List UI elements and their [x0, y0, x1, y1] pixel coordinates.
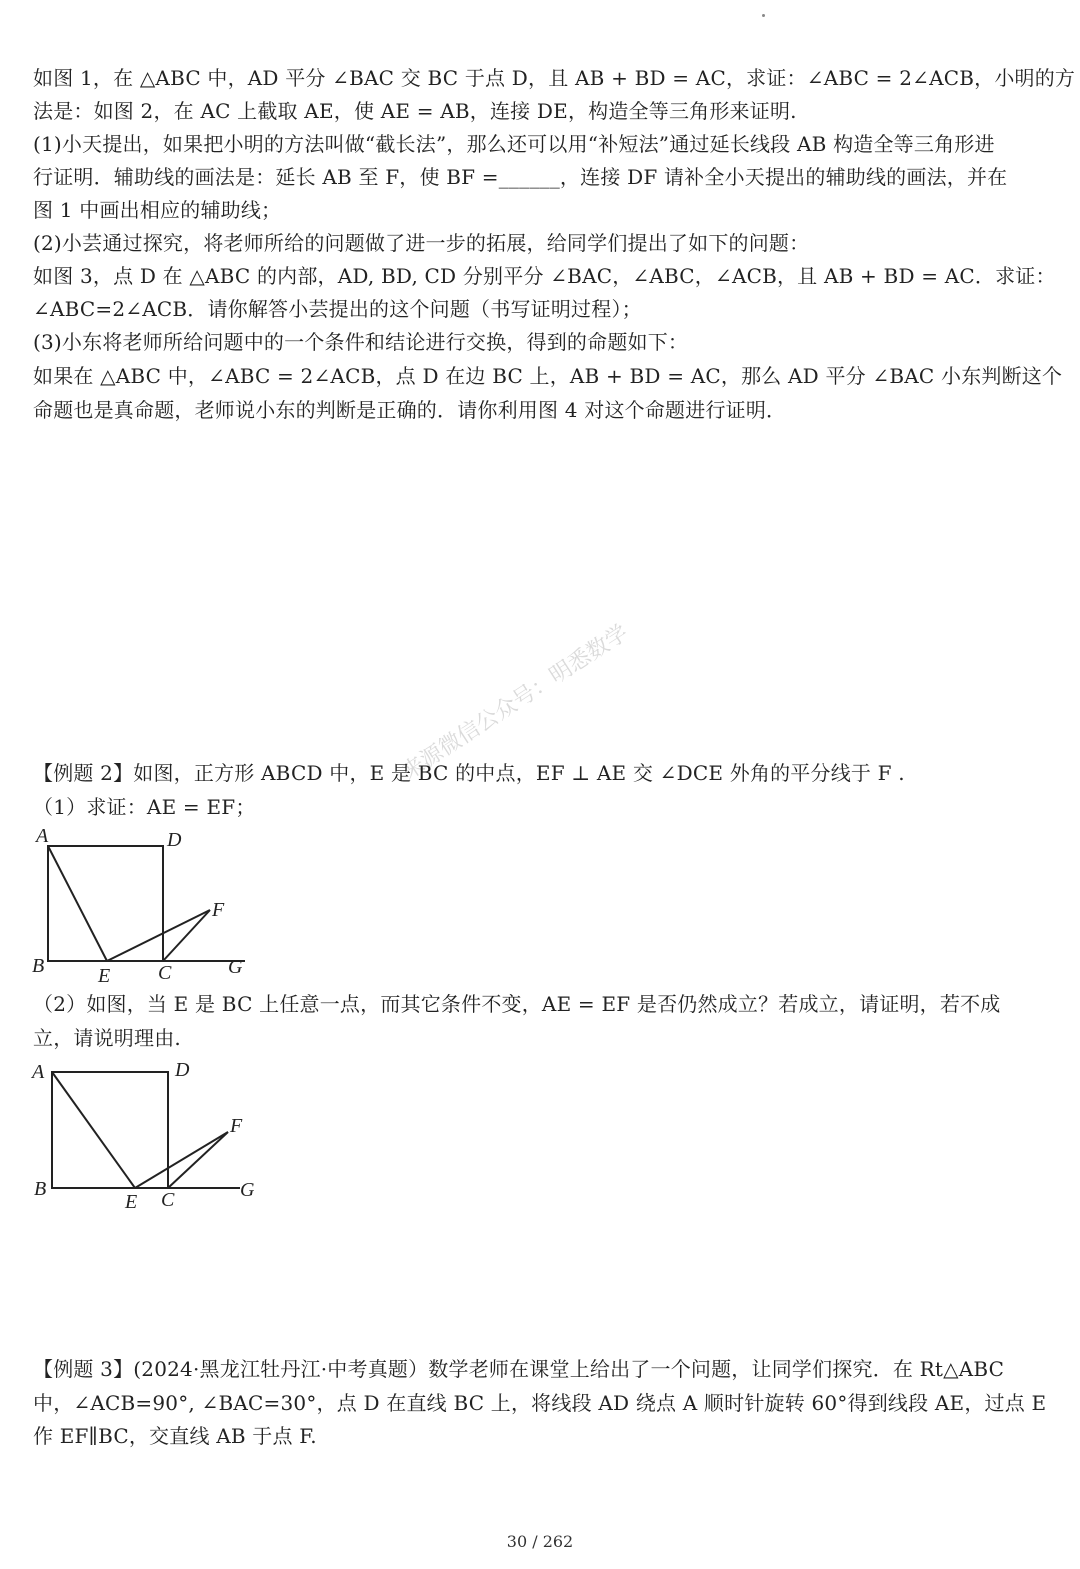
square-figure-1 — [30, 820, 260, 990]
problem1-line-7: 如图 3，点 D 在 △ABC 的内部，AD, BD, CD 分别平分 ∠BAC，∠ABC，∠ACB，且 AB + BD = AC．求证： — [33, 264, 1056, 288]
segment-ef — [135, 1132, 228, 1188]
label-a: A — [32, 1061, 45, 1083]
label-b: B — [34, 1178, 47, 1200]
example3-line-3: 作 EF∥BC，交直线 AB 于点 F. — [33, 1424, 317, 1448]
segment-cf — [168, 1132, 228, 1188]
example3-line-2: 中，∠ACB=90°, ∠BAC=30°，点 D 在直线 BC 上，将线段 AD 绕点 A 顺时针旋转 60°得到线段 AE，过点 E — [33, 1391, 1047, 1415]
segment-ae — [52, 1072, 135, 1188]
segment-cf — [163, 910, 210, 961]
page-number: 30 / 262 — [506, 1532, 574, 1551]
label-f: F — [212, 899, 225, 921]
label-a: A — [36, 825, 49, 847]
label-e: E — [125, 1191, 138, 1213]
problem1-line-3: (1)小天提出，如果把小明的方法叫做“截长法”，那么还可以用“补短法”通过延长线段 AB 构造全等三角形进 — [33, 132, 995, 156]
example2-heading: 【例题 2】如图，正方形 ABCD 中，E 是 BC 的中点，EF ⊥ AE 交 ∠DCE 外角的平分线于 F . — [33, 761, 905, 785]
example2-part2-line-2: 立，请说明理由. — [33, 1026, 181, 1050]
problem1-line-6: (2)小芸通过探究，将老师所给的问题做了进一步的拓展，给同学们提出了如下的问题： — [33, 231, 810, 255]
problem1-line-9: (3)小东将老师所给问题中的一个条件和结论进行交换，得到的命题如下： — [33, 330, 689, 354]
segment-ae — [48, 846, 107, 961]
watermark: 来源微信公众号：明悉数学 — [397, 620, 633, 786]
label-e: E — [98, 965, 111, 987]
problem1-line-4: 行证明．辅助线的画法是：延长 AB 至 F，使 BF =______，连接 DF 请补全小天提出的辅助线的画法，并在 — [33, 165, 1008, 189]
label-g: G — [228, 956, 243, 978]
label-f: F — [230, 1115, 243, 1137]
label-b: B — [32, 955, 45, 977]
segment-ef — [107, 910, 210, 961]
problem1-line-8: ∠ABC=2∠ACB．请你解答小芸提出的这个问题（书写证明过程）； — [33, 297, 642, 321]
label-d: D — [175, 1059, 190, 1081]
example3-line-1: 【例题 3】(2024·黑龙江牡丹江·中考真题）数学老师在课堂上给出了一个问题，让同学们探究．在 Rt△ABC — [33, 1357, 1005, 1381]
square-abcd — [52, 1072, 168, 1188]
problem1-line-11: 命题也是真命题，老师说小东的判断是正确的．请你利用图 4 对这个命题进行证明． — [33, 398, 787, 422]
label-c: C — [158, 962, 172, 984]
square-figure-2 — [30, 1052, 270, 1222]
problem1-line-1: 如图 1，在 △ABC 中，AD 平分 ∠BAC 交 BC 于点 D，且 AB + BD = AC，求证：∠ABC = 2∠ACB，小明的方 — [33, 66, 1076, 90]
label-g: G — [240, 1179, 255, 1201]
problem1-line-10: 如果在 △ABC 中，∠ABC = 2∠ACB，点 D 在边 BC 上，AB + BD = AC，那么 AD 平分 ∠BAC 小东判断这个 — [33, 364, 1063, 388]
problem1-line-5: 图 1 中画出相应的辅助线； — [33, 198, 282, 222]
label-c: C — [161, 1189, 175, 1211]
speck — [762, 14, 765, 17]
label-d: D — [167, 829, 182, 851]
example2-part2-line-1: （2）如图，当 E 是 BC 上任意一点，而其它条件不变，AE = EF 是否仍然成立？若成立，请证明，若不成 — [33, 992, 1001, 1016]
example2-part1: （1）求证：AE = EF； — [33, 795, 256, 819]
square-abcd — [48, 846, 163, 961]
problem1-line-2: 法是：如图 2，在 AC 上截取 AE，使 AE = AB，连接 DE，构造全等三角形来证明. — [33, 99, 797, 123]
